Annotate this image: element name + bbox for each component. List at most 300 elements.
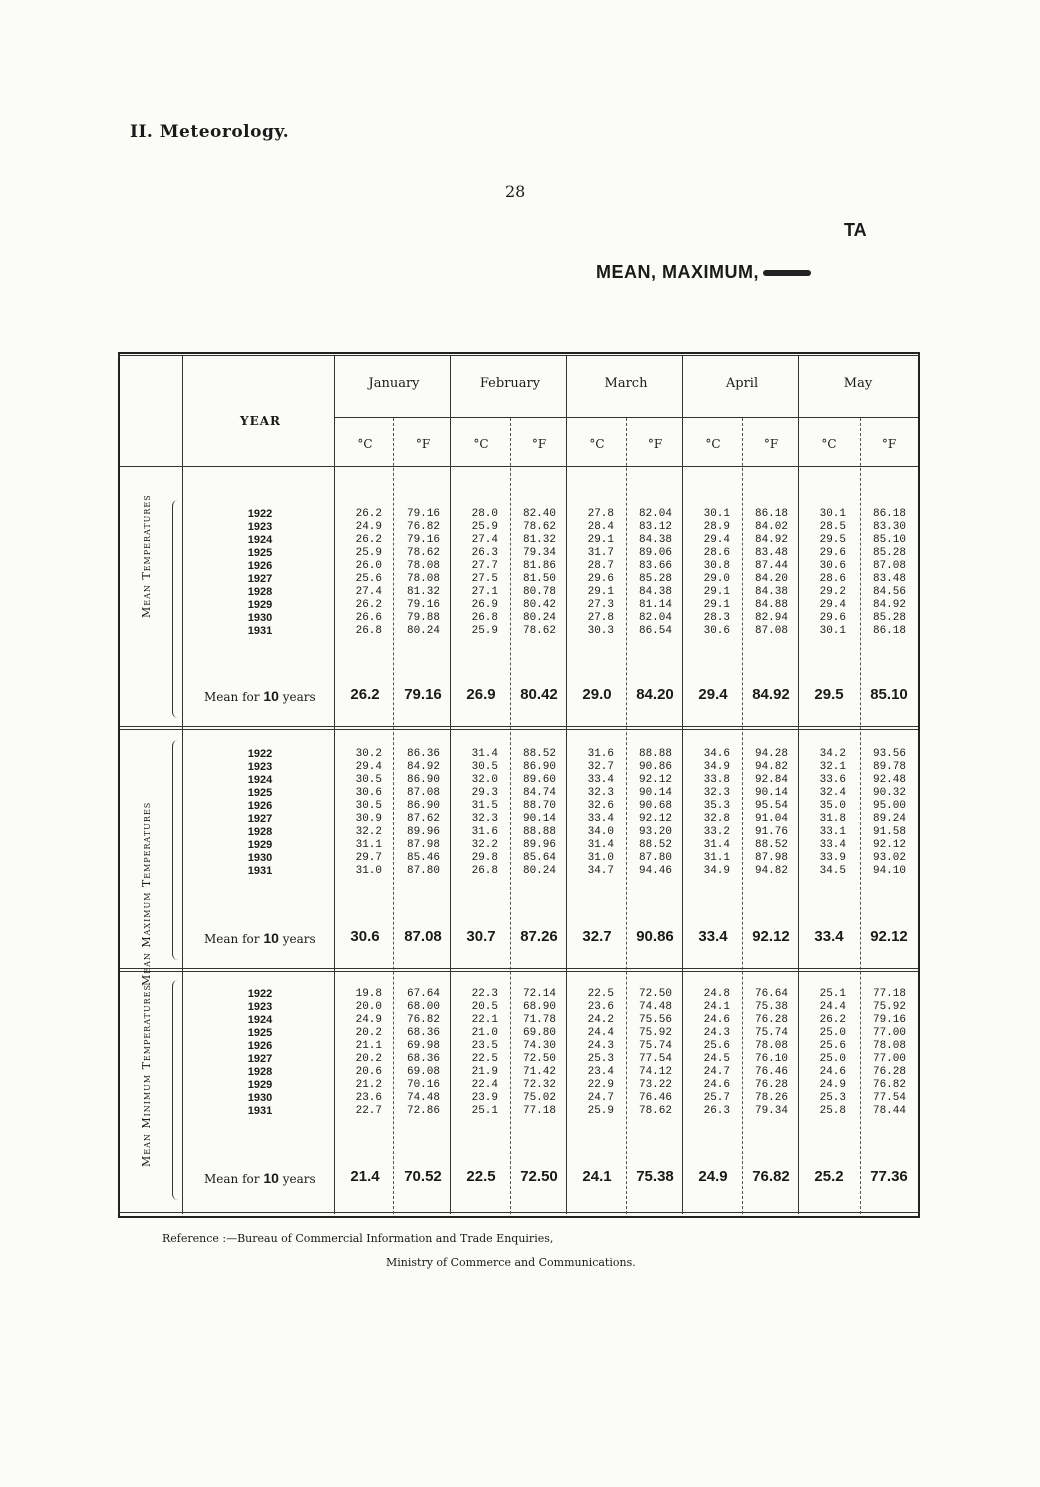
value-cell: 34.2 — [819, 748, 846, 760]
mean-value: 92.12 — [870, 928, 908, 945]
value-cell: 29.8 — [471, 852, 498, 864]
value-cell: 81.32 — [406, 586, 440, 598]
value-cell: 76.28 — [754, 1079, 788, 1091]
value-cell: 83.30 — [872, 521, 906, 533]
value-cell: 88.70 — [522, 800, 556, 812]
mean-label-num: 10 — [263, 930, 279, 946]
value-column — [800, 508, 846, 638]
year-cell: 1923 — [247, 761, 273, 773]
value-cell: 94.28 — [754, 748, 788, 760]
value-cell: 25.9 — [471, 521, 498, 533]
value-cell: 25.6 — [819, 1040, 846, 1052]
value-cell: 92.84 — [754, 774, 788, 786]
value-cell: 27.7 — [471, 560, 498, 572]
mean-label-prefix: Mean for — [204, 1172, 260, 1186]
table-bottom-rule — [118, 1212, 920, 1213]
value-cell: 20.2 — [355, 1053, 382, 1065]
value-cell: 72.50 — [638, 988, 672, 1000]
value-cell: 80.24 — [406, 625, 440, 637]
value-cell: 70.16 — [406, 1079, 440, 1091]
value-cell: 29.1 — [703, 586, 730, 598]
value-cell: 25.1 — [819, 988, 846, 1000]
value-cell: 33.6 — [819, 774, 846, 786]
value-cell: 24.8 — [703, 988, 730, 1000]
value-cell: 93.56 — [872, 748, 906, 760]
value-cell: 88.52 — [638, 839, 672, 851]
value-cell: 92.48 — [872, 774, 906, 786]
month-column-rule — [450, 356, 451, 1214]
mean-value: 85.10 — [870, 686, 908, 703]
value-cell: 77.00 — [872, 1053, 906, 1065]
value-cell: 21.1 — [355, 1040, 382, 1052]
value-cell: 22.7 — [355, 1105, 382, 1117]
value-cell: 33.9 — [819, 852, 846, 864]
mean-value: 33.4 — [814, 928, 844, 945]
year-cell: 1922 — [247, 508, 273, 520]
value-cell: 76.82 — [406, 521, 440, 533]
year-cell: 1930 — [247, 1092, 273, 1104]
value-cell: 85.28 — [638, 573, 672, 585]
value-cell: 89.96 — [406, 826, 440, 838]
mean-value: 80.42 — [520, 686, 558, 703]
year-cell: 1931 — [247, 1105, 273, 1117]
value-cell: 89.78 — [872, 761, 906, 773]
value-cell: 20.6 — [355, 1066, 382, 1078]
year-cell: 1929 — [247, 1079, 273, 1091]
mean-value: 32.7 — [582, 928, 612, 945]
value-cell: 22.4 — [471, 1079, 498, 1091]
value-cell: 74.48 — [638, 1001, 672, 1013]
mean-label-num: 10 — [263, 1170, 279, 1186]
mean-value: 24.9 — [698, 1168, 728, 1185]
value-cell: 90.32 — [872, 787, 906, 799]
value-cell: 86.18 — [754, 508, 788, 520]
value-cell: 22.3 — [471, 988, 498, 1000]
year-cell: 1923 — [247, 521, 273, 533]
value-cell: 88.52 — [522, 748, 556, 760]
value-cell: 75.74 — [754, 1027, 788, 1039]
value-cell: 25.6 — [355, 573, 382, 585]
value-cell: 27.5 — [471, 573, 498, 585]
value-cell: 83.12 — [638, 521, 672, 533]
value-cell: 28.6 — [703, 547, 730, 559]
value-cell: 76.82 — [872, 1079, 906, 1091]
value-cell: 33.4 — [587, 813, 614, 825]
value-cell: 29.4 — [819, 599, 846, 611]
value-cell: 25.3 — [819, 1092, 846, 1104]
mean-value: 84.92 — [752, 686, 790, 703]
value-cell: 25.9 — [471, 625, 498, 637]
mean-label-num: 10 — [263, 688, 279, 704]
mean-value: 29.5 — [814, 686, 844, 703]
value-cell: 34.5 — [819, 865, 846, 877]
year-cell: 1931 — [247, 625, 273, 637]
value-cell: 29.1 — [587, 586, 614, 598]
value-cell: 25.3 — [587, 1053, 614, 1065]
year-cell: 1928 — [247, 826, 273, 838]
value-cell: 30.6 — [703, 625, 730, 637]
value-cell: 95.00 — [872, 800, 906, 812]
mean-value: 24.1 — [582, 1168, 612, 1185]
mean-value: 76.82 — [752, 1168, 790, 1185]
value-cell: 27.3 — [587, 599, 614, 611]
value-cell: 29.1 — [587, 534, 614, 546]
fahrenheit-header: °F — [881, 437, 897, 451]
value-cell: 24.9 — [819, 1079, 846, 1091]
value-cell: 25.8 — [819, 1105, 846, 1117]
value-column — [568, 508, 614, 638]
value-cell: 82.04 — [638, 508, 672, 520]
value-column — [452, 748, 498, 878]
value-cell: 75.56 — [638, 1014, 672, 1026]
value-cell: 27.4 — [471, 534, 498, 546]
value-cell: 28.0 — [471, 508, 498, 520]
value-cell: 94.82 — [754, 865, 788, 877]
value-cell: 91.76 — [754, 826, 788, 838]
value-cell: 87.98 — [406, 839, 440, 851]
value-cell: 25.9 — [355, 547, 382, 559]
value-cell: 30.3 — [587, 625, 614, 637]
value-cell: 94.10 — [872, 865, 906, 877]
year-cell: 1924 — [247, 1014, 273, 1026]
value-cell: 23.9 — [471, 1092, 498, 1104]
value-cell: 26.8 — [471, 612, 498, 624]
value-cell: 27.8 — [587, 612, 614, 624]
value-cell: 29.6 — [819, 547, 846, 559]
value-cell: 87.80 — [638, 852, 672, 864]
value-cell: 76.64 — [754, 988, 788, 1000]
value-cell: 81.86 — [522, 560, 556, 572]
value-column — [742, 748, 788, 878]
value-cell: 33.4 — [819, 839, 846, 851]
mean-value: 92.12 — [752, 928, 790, 945]
value-cell: 76.28 — [872, 1066, 906, 1078]
value-cell: 68.00 — [406, 1001, 440, 1013]
value-column — [626, 988, 672, 1118]
month-header: April — [725, 376, 759, 391]
value-cell: 27.1 — [471, 586, 498, 598]
value-cell: 69.80 — [522, 1027, 556, 1039]
value-cell: 86.36 — [406, 748, 440, 760]
year-cell: 1923 — [247, 1001, 273, 1013]
month-header: March — [604, 376, 648, 391]
value-cell: 21.0 — [471, 1027, 498, 1039]
value-cell: 75.92 — [872, 1001, 906, 1013]
section-label: Mean Minimum Temperatures — [140, 984, 153, 1167]
value-cell: 77.18 — [872, 988, 906, 1000]
value-column — [742, 508, 788, 638]
value-column — [684, 988, 730, 1118]
value-cell: 78.08 — [754, 1040, 788, 1052]
value-cell: 25.6 — [703, 1040, 730, 1052]
value-cell: 33.4 — [587, 774, 614, 786]
value-cell: 24.4 — [819, 1001, 846, 1013]
value-cell: 88.88 — [638, 748, 672, 760]
value-cell: 28.7 — [587, 560, 614, 572]
value-column — [742, 988, 788, 1118]
year-cell: 1929 — [247, 599, 273, 611]
section-separator — [120, 726, 918, 727]
value-cell: 79.16 — [872, 1014, 906, 1026]
year-header: YEAR — [240, 414, 281, 428]
table-label: TA — [844, 220, 867, 240]
mean-label-suffix: years — [282, 690, 316, 704]
value-cell: 87.08 — [872, 560, 906, 572]
value-cell: 89.60 — [522, 774, 556, 786]
value-cell: 77.18 — [522, 1105, 556, 1117]
page-number: 28 — [505, 182, 526, 201]
table-heading — [596, 262, 811, 283]
value-column — [510, 508, 556, 638]
value-cell: 71.78 — [522, 1014, 556, 1026]
value-column — [510, 748, 556, 878]
value-cell: 22.1 — [471, 1014, 498, 1026]
value-cell: 31.5 — [471, 800, 498, 812]
value-cell: 84.20 — [754, 573, 788, 585]
value-cell: 82.94 — [754, 612, 788, 624]
value-cell: 72.32 — [522, 1079, 556, 1091]
value-cell: 19.8 — [355, 988, 382, 1000]
mean-value: 26.2 — [350, 686, 380, 703]
fahrenheit-header: °F — [763, 437, 779, 451]
value-cell: 30.6 — [819, 560, 846, 572]
value-cell: 23.6 — [587, 1001, 614, 1013]
value-cell: 27.4 — [355, 586, 382, 598]
value-cell: 84.38 — [754, 586, 788, 598]
value-cell: 24.5 — [703, 1053, 730, 1065]
value-cell: 26.6 — [355, 612, 382, 624]
value-cell: 79.34 — [754, 1105, 788, 1117]
fahrenheit-header: °F — [647, 437, 663, 451]
value-column — [860, 508, 906, 638]
mean-value: 72.50 — [520, 1168, 558, 1185]
value-cell: 29.1 — [703, 599, 730, 611]
value-cell: 30.2 — [355, 748, 382, 760]
value-cell: 91.04 — [754, 813, 788, 825]
value-cell: 22.9 — [587, 1079, 614, 1091]
value-cell: 30.5 — [355, 774, 382, 786]
value-cell: 75.38 — [754, 1001, 788, 1013]
value-cell: 24.7 — [587, 1092, 614, 1104]
month-column-rule — [682, 356, 683, 1214]
value-cell: 31.4 — [587, 839, 614, 851]
value-cell: 79.16 — [406, 534, 440, 546]
value-cell: 76.46 — [638, 1092, 672, 1104]
value-cell: 30.5 — [355, 800, 382, 812]
mean-value: 90.86 — [636, 928, 674, 945]
value-cell: 24.6 — [703, 1014, 730, 1026]
value-cell: 26.8 — [355, 625, 382, 637]
value-cell: 31.8 — [819, 813, 846, 825]
year-cell: 1924 — [247, 534, 273, 546]
year-cell: 1928 — [247, 1066, 273, 1078]
value-cell: 24.9 — [355, 521, 382, 533]
value-cell: 84.92 — [754, 534, 788, 546]
mean-value: 30.6 — [350, 928, 380, 945]
celsius-header: °C — [357, 437, 373, 451]
value-cell: 20.2 — [355, 1027, 382, 1039]
mean-value: 25.2 — [814, 1168, 844, 1185]
value-cell: 89.06 — [638, 547, 672, 559]
value-column — [394, 748, 440, 878]
value-cell: 20.5 — [471, 1001, 498, 1013]
value-cell: 93.20 — [638, 826, 672, 838]
value-cell: 75.74 — [638, 1040, 672, 1052]
value-cell: 76.28 — [754, 1014, 788, 1026]
value-cell: 79.34 — [522, 547, 556, 559]
mean-label-suffix: years — [282, 1172, 316, 1186]
year-cell: 1930 — [247, 852, 273, 864]
value-cell: 29.4 — [703, 534, 730, 546]
value-column — [800, 988, 846, 1118]
value-cell: 77.54 — [638, 1053, 672, 1065]
value-column — [394, 988, 440, 1118]
value-cell: 69.98 — [406, 1040, 440, 1052]
value-cell: 88.88 — [522, 826, 556, 838]
value-cell: 29.3 — [471, 787, 498, 799]
section-label: Mean Maximum Temperatures — [140, 801, 153, 986]
value-cell: 85.28 — [872, 547, 906, 559]
value-cell: 89.96 — [522, 839, 556, 851]
value-cell: 68.36 — [406, 1053, 440, 1065]
value-cell: 32.8 — [703, 813, 730, 825]
value-cell: 34.9 — [703, 761, 730, 773]
value-cell: 84.92 — [872, 599, 906, 611]
value-cell: 83.66 — [638, 560, 672, 572]
value-cell: 79.16 — [406, 508, 440, 520]
value-cell: 20.0 — [355, 1001, 382, 1013]
year-cell: 1922 — [247, 748, 273, 760]
value-cell: 32.7 — [587, 761, 614, 773]
mean-value: 87.26 — [520, 928, 558, 945]
celsius-header: °C — [589, 437, 605, 451]
mean-value: 30.7 — [466, 928, 496, 945]
value-cell: 26.0 — [355, 560, 382, 572]
year-cell: 1926 — [247, 1040, 273, 1052]
value-cell: 84.92 — [406, 761, 440, 773]
value-cell: 33.1 — [819, 826, 846, 838]
value-cell: 29.6 — [819, 612, 846, 624]
value-cell: 32.3 — [703, 787, 730, 799]
value-cell: 85.64 — [522, 852, 556, 864]
value-column — [684, 748, 730, 878]
value-cell: 32.4 — [819, 787, 846, 799]
value-cell: 21.9 — [471, 1066, 498, 1078]
mean-label-prefix: Mean for — [204, 690, 260, 704]
value-cell: 78.62 — [406, 547, 440, 559]
value-cell: 88.52 — [754, 839, 788, 851]
value-cell: 34.9 — [703, 865, 730, 877]
value-cell: 80.24 — [522, 612, 556, 624]
value-cell: 86.54 — [638, 625, 672, 637]
value-cell: 31.4 — [703, 839, 730, 851]
value-cell: 83.48 — [754, 547, 788, 559]
value-cell: 92.12 — [872, 839, 906, 851]
reference-note: Reference :—Bureau of Commercial Information and Trade Enquiries, — [162, 1232, 554, 1245]
value-cell: 31.6 — [471, 826, 498, 838]
value-cell: 29.4 — [355, 761, 382, 773]
year-column-rule — [334, 356, 335, 1214]
value-cell: 29.7 — [355, 852, 382, 864]
year-cell: 1926 — [247, 800, 273, 812]
value-cell: 24.4 — [587, 1027, 614, 1039]
value-cell: 92.12 — [638, 774, 672, 786]
value-cell: 30.6 — [355, 787, 382, 799]
value-cell: 25.1 — [471, 1105, 498, 1117]
year-cell: 1930 — [247, 612, 273, 624]
value-cell: 30.9 — [355, 813, 382, 825]
ministry-note: Ministry of Commerce and Communications. — [386, 1256, 636, 1269]
value-cell: 24.3 — [703, 1027, 730, 1039]
value-cell: 84.56 — [872, 586, 906, 598]
value-cell: 28.3 — [703, 612, 730, 624]
value-cell: 85.28 — [872, 612, 906, 624]
value-cell: 93.02 — [872, 852, 906, 864]
value-cell: 87.08 — [406, 787, 440, 799]
value-cell: 78.26 — [754, 1092, 788, 1104]
value-cell: 29.5 — [819, 534, 846, 546]
value-cell: 32.2 — [471, 839, 498, 851]
value-cell: 90.14 — [754, 787, 788, 799]
value-cell: 90.86 — [638, 761, 672, 773]
value-cell: 82.04 — [638, 612, 672, 624]
value-column — [626, 508, 672, 638]
mean-value: 29.4 — [698, 686, 728, 703]
value-cell: 30.1 — [819, 625, 846, 637]
value-column — [452, 508, 498, 638]
value-cell: 76.82 — [406, 1014, 440, 1026]
value-cell: 87.08 — [754, 625, 788, 637]
section-brace — [172, 980, 181, 1200]
value-cell: 80.42 — [522, 599, 556, 611]
value-cell: 23.5 — [471, 1040, 498, 1052]
section-separator — [120, 971, 918, 972]
value-cell: 28.6 — [819, 573, 846, 585]
month-header: May — [843, 376, 873, 391]
value-cell: 31.6 — [587, 748, 614, 760]
value-cell: 80.24 — [522, 865, 556, 877]
value-cell: 81.14 — [638, 599, 672, 611]
value-cell: 74.12 — [638, 1066, 672, 1078]
value-cell: 83.48 — [872, 573, 906, 585]
year-cell: 1925 — [247, 1027, 273, 1039]
celsius-header: °C — [473, 437, 489, 451]
value-cell: 74.48 — [406, 1092, 440, 1104]
value-cell: 84.38 — [638, 534, 672, 546]
value-cell: 78.62 — [522, 521, 556, 533]
value-cell: 89.24 — [872, 813, 906, 825]
section-separator — [120, 968, 918, 969]
value-cell: 78.44 — [872, 1105, 906, 1117]
value-cell: 28.9 — [703, 521, 730, 533]
value-cell: 31.7 — [587, 547, 614, 559]
month-column-rule — [798, 356, 799, 1214]
header-bottom-rule — [120, 466, 918, 467]
table-heading-text: MEAN, MAXIMUM, — [596, 262, 759, 282]
mean-value: 70.52 — [404, 1168, 442, 1185]
value-cell: 91.58 — [872, 826, 906, 838]
value-cell: 30.1 — [819, 508, 846, 520]
value-cell: 90.14 — [638, 787, 672, 799]
value-column — [684, 508, 730, 638]
value-cell: 25.0 — [819, 1053, 846, 1065]
value-cell: 24.9 — [355, 1014, 382, 1026]
year-list — [240, 748, 280, 878]
value-cell: 84.88 — [754, 599, 788, 611]
value-cell: 30.5 — [471, 761, 498, 773]
value-cell: 32.2 — [355, 826, 382, 838]
mean-value: 21.4 — [350, 1168, 380, 1185]
